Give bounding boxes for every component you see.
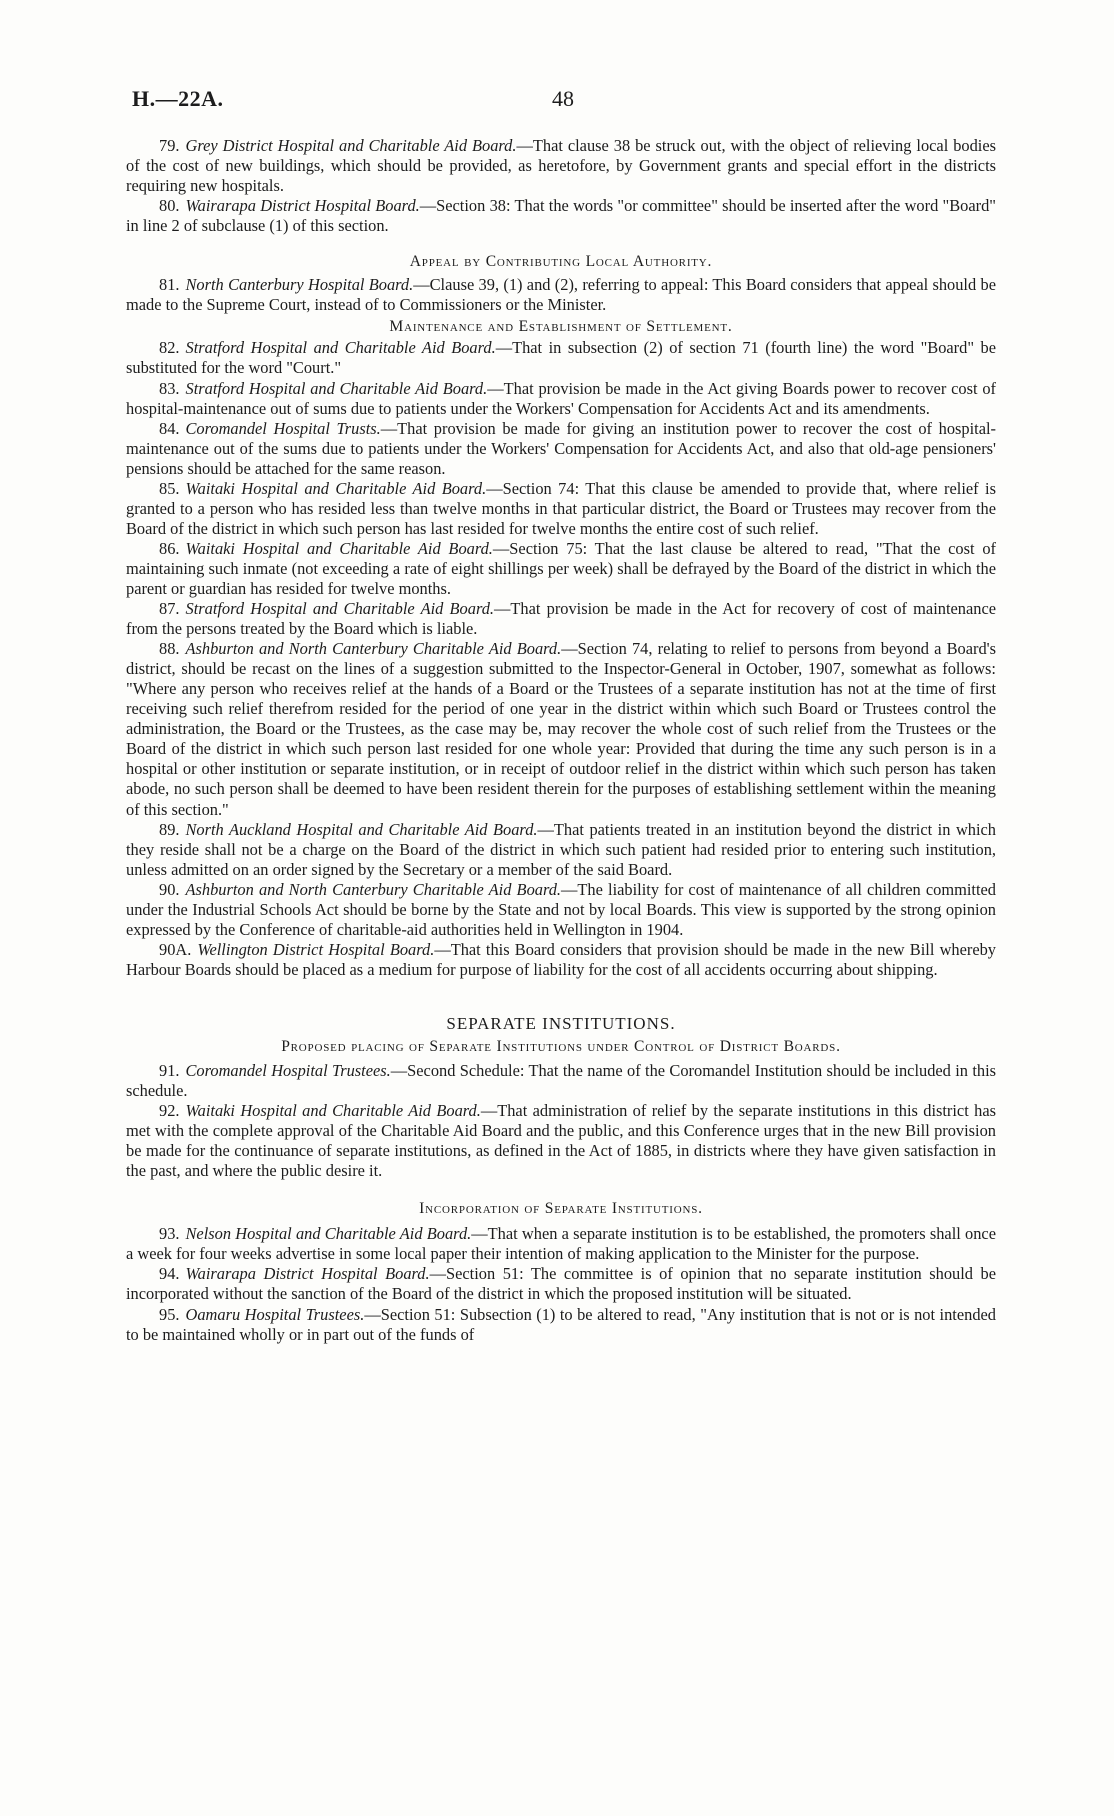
paragraph-number: 83. — [159, 378, 180, 398]
submitting-body: Waitaki Hospital and Charitable Aid Board. — [185, 478, 487, 498]
paragraph-number: 79. — [159, 136, 180, 155]
paragraph-92 — [126, 1101, 996, 1181]
paragraph-text: —That provision be made in the Act giving Boards power to recover cost of hospital-maintenance out of sums due to patients under the Workers' Compensation for Accidents Act and its amendments. — [126, 378, 996, 418]
paragraph-text: —That patients treated in an institution beyond the district in which they reside shall not be a charge on the Board of the district in which such patient had resided prior to entering such institution, unless admitted on an order signed by the Secretary or a member of the said Board. — [126, 819, 997, 879]
paragraph-text: —That provision be made for giving an institution power to recover the cost of hospital-maintenance out of the sums due to patients under the Workers' Compensation for Accidents Act, and also that old-age pensioners' pensions should be attached for the same reason. — [126, 418, 996, 478]
paragraph-82 — [126, 338, 996, 378]
paragraph-text: —Second Schedule: That the name of the Coromandel Institution should be included in this schedule. — [126, 1061, 997, 1101]
submitting-body: Wairarapa District Hospital Board. — [185, 1264, 430, 1284]
paragraph-95 — [126, 1305, 996, 1345]
paragraph-number: 94. — [159, 1264, 180, 1284]
paragraph-number: 91. — [159, 1061, 180, 1081]
paragraph-number: 85. — [159, 478, 180, 498]
paragraph-text: —That administration of relief by the separate institutions in this district has met with the complete approval of the Charitable Aid Board and the public, and this Conference urges that in the new Bill provision be made for the continuance of separate institutions, as defined in the Act of 1885, in districts where they have given satisfaction in the past, and where the public desire it. — [126, 1101, 996, 1181]
paragraph-number: 80. — [159, 196, 180, 216]
paragraph-number: 81. — [159, 275, 180, 295]
paragraph-number: 86. — [159, 538, 180, 558]
submitting-body: Waitaki Hospital and Charitable Aid Board. — [185, 538, 493, 558]
paragraph-91 — [126, 1061, 996, 1101]
paragraph-text: —That this Board considers that provision should be made in the new Bill whereby Harbour Boards should be placed as a medium for purpose of liability for the cost of all accidents occurring about shipping. — [126, 939, 997, 979]
paragraph-83 — [126, 379, 996, 419]
paragraph-text: —That when a separate institution is to be established, the promoters shall once a week for four weeks advertise in some local paper their intention of making application to the Minister for the purpose. — [126, 1224, 996, 1264]
submitting-body: Wairarapa District Hospital Board. — [185, 196, 420, 216]
section-heading-incorporation: Incorporation of Separate Institutions. — [419, 1200, 703, 1218]
submitting-body: Ashburton and North Canterbury Charitable Aid Board. — [185, 879, 562, 899]
submitting-body: Nelson Hospital and Charitable Aid Board. — [185, 1224, 472, 1244]
paragraph-text: —Section 51: Subsection (1) to be altered to read, "Any institution that is not or is not intended to be maintained wholly or in part out of the funds of — [126, 1304, 996, 1344]
major-heading-separate-institutions: SEPARATE INSTITUTIONS. — [446, 1013, 676, 1033]
paragraph-text: —Section 74, relating to relief to persons from beyond a Board's district, should be recast on the lines of a suggestion submitted to the Inspector-General in October, 1907, somewhat as follows: "Where any person who receives relief at the hands of a Board or the Trustees of a separate institution has not at the time of first receiving such relief therefrom resided for the period of one year in the district within which such Board or Trustees control the administration, the Board or the Trustees, as the case may be, may recover the whole cost of such relief from the Trustees or the Board of the district in which such person last resided for one whole year: Provided that during the time any such person is in a hospital or other institution or separate institution, or in receipt of outdoor relief in the district within which such person has taken abode, no such person shall be deemed to have been resident therein for the purposes of establishing settlement within the meaning of this section." — [126, 639, 996, 819]
submitting-body: Stratford Hospital and Charitable Aid Board. — [185, 338, 496, 358]
paragraph-text: —Clause 39, (1) and (2), referring to appeal: This Board considers that appeal should be made to the Supreme Court, instead of to Commissioners or the Minister. — [126, 275, 996, 315]
paragraph-90a — [126, 940, 996, 980]
paragraph-text: —Section 51: The committee is of opinion that no separate institution should be incorporated without the sanction of the Board of the district in which the proposed institution will be situated. — [126, 1264, 996, 1304]
page-number: 48 — [552, 86, 574, 111]
submitting-body: Coromandel Hospital Trusts. — [185, 418, 381, 438]
submitting-body: Stratford Hospital and Charitable Aid Board. — [185, 378, 488, 398]
page-header — [132, 86, 992, 114]
submitting-body: Grey District Hospital and Charitable Aid Board. — [185, 136, 517, 155]
paragraph-87 — [126, 599, 996, 639]
submitting-body: Wellington District Hospital Board. — [197, 939, 435, 959]
paragraph-text: —Section 38: That the words "or committee" should be inserted after the word "Board" in line 2 of subclause (1) of this section. — [126, 196, 996, 236]
paragraph-text: —Section 74: That this clause be amended to provide that, where relief is granted to a person who has resided less than twelve months in that particular district, the Board or Trustees may recover from the Board of the district in which such person has last resided for twelve months the entire cost of such relief. — [126, 478, 996, 538]
paragraph-93 — [126, 1224, 996, 1264]
paragraph-text: —The liability for cost of maintenance of all children committed under the Industrial Schools Act should be borne by the State and not by local Boards. This view is supported by the strong opinion expressed by the Conference of charitable-aid authorities held in Wellington in 1904. — [126, 879, 996, 939]
paragraph-number: 92. — [159, 1101, 180, 1121]
submitting-body: North Auckland Hospital and Charitable Aid Board. — [185, 819, 538, 839]
paragraph-number: 93. — [159, 1224, 180, 1244]
paragraph-text: —Section 75: That the last clause be altered to read, "That the cost of maintaining such inmate (not exceeding a rate of eight shillings per week) shall be defrayed by the Board of the district in which the parent or guardian has resided for twelve months. — [126, 538, 996, 598]
paragraph-number: 95. — [159, 1304, 180, 1324]
section-heading-appeal: Appeal by Contributing Local Authority. — [409, 253, 713, 271]
paragraph-number: 89. — [159, 819, 180, 839]
paragraph-text: —That in subsection (2) of section 71 (fourth line) the word "Board" be substituted for the word "Court." — [126, 338, 997, 378]
paragraph-number: 90A. — [159, 939, 192, 959]
paragraph-85 — [126, 479, 996, 539]
paragraph-89 — [126, 820, 996, 880]
paragraph-90 — [126, 880, 996, 940]
submitting-body: Stratford Hospital and Charitable Aid Board. — [185, 599, 495, 619]
paragraph-number: 90. — [159, 879, 180, 899]
paragraph-79 — [126, 136, 996, 196]
paragraph-text: —That clause 38 be struck out, with the object of relieving local bodies of the cost of new buildings, which should be provided, as heretofore, by Government grants and special effort in the districts requiring new hospitals. — [126, 136, 996, 196]
submitting-body: Waitaki Hospital and Charitable Aid Board. — [185, 1101, 481, 1121]
paragraph-number: 84. — [159, 418, 180, 438]
submitting-body: Oamaru Hospital Trustees. — [185, 1304, 365, 1324]
section-heading-maintenance: Maintenance and Establishment of Settlement. — [389, 318, 733, 336]
paragraph-84 — [126, 419, 996, 479]
paragraph-88 — [126, 639, 996, 819]
paragraph-number: 82. — [159, 338, 180, 358]
document-code: H.—22A. — [132, 86, 224, 111]
submitting-body: Ashburton and North Canterbury Charitable Aid Board. — [185, 639, 562, 659]
document-body — [126, 136, 996, 1345]
paragraph-number: 88. — [159, 639, 180, 659]
submitting-body: Coromandel Hospital Trustees. — [185, 1061, 391, 1081]
paragraph-80 — [126, 196, 996, 236]
paragraph-text: —That provision be made in the Act for recovery of cost of maintenance from the persons treated by the Board which is liable. — [126, 599, 996, 639]
submitting-body: North Canterbury Hospital Board. — [185, 275, 414, 295]
paragraph-86 — [126, 539, 996, 599]
section-heading-proposed-placing: Proposed placing of Separate Institutions under Control of District Boards. — [281, 1037, 841, 1055]
paragraph-number: 87. — [159, 599, 180, 619]
paragraph-81 — [126, 275, 996, 315]
paragraph-94 — [126, 1264, 996, 1304]
